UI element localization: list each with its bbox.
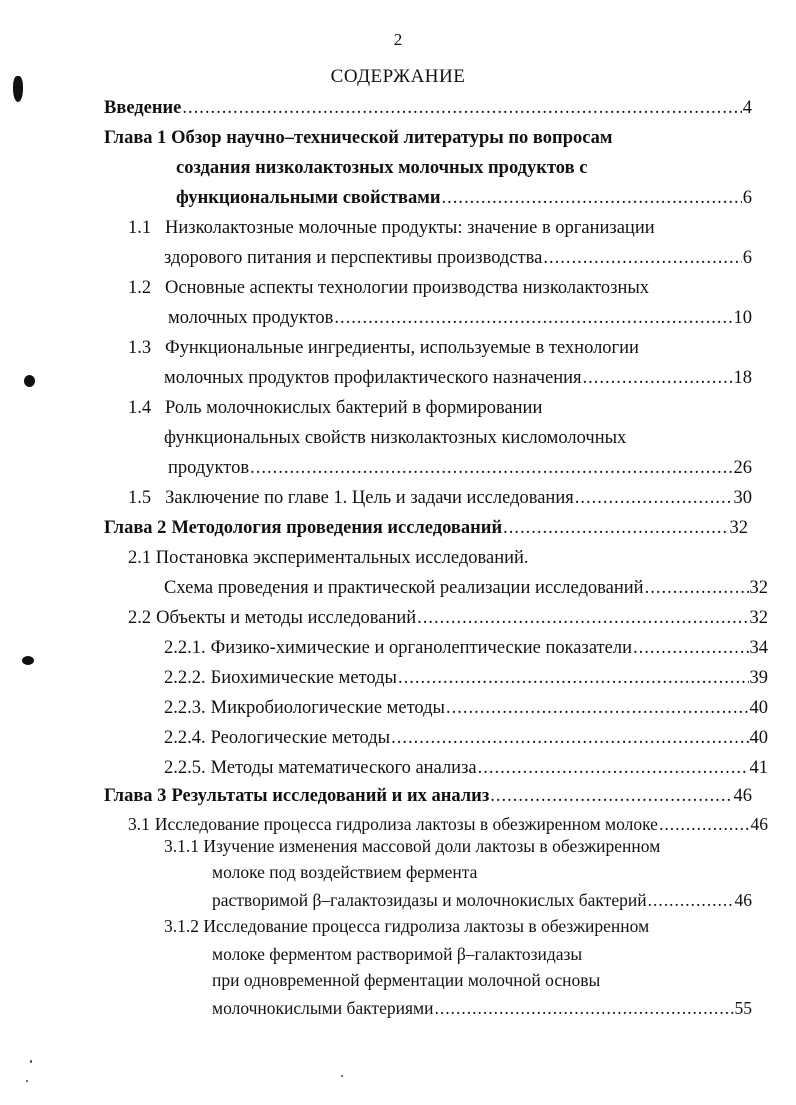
toc-title: СОДЕРЖАНИЕ [330, 66, 466, 87]
dot-leader [391, 724, 748, 752]
toc-section-2-1-line-2 [164, 574, 768, 602]
binding-hole-mark [22, 656, 34, 665]
toc-section-1-5 [128, 484, 752, 512]
toc-chapter-number: Глава 2 [104, 518, 167, 538]
scan-speck [341, 1075, 343, 1077]
dot-leader [503, 514, 728, 542]
toc-section-2-2 [128, 604, 768, 632]
toc-entry-text: Методология проведения исследований [171, 518, 503, 538]
toc-section-number: 2.2.3. [164, 698, 206, 718]
toc-section-number: 2.2.4. [164, 728, 206, 748]
toc-subsection-3-1-1-line-1 [164, 832, 764, 860]
toc-entry-page: 18 [733, 368, 752, 388]
toc-entry-text: продуктов [168, 458, 250, 478]
toc-section-1-2-line-2 [168, 304, 752, 332]
toc-entry-page: 34 [749, 638, 768, 658]
toc-entry-page: 39 [749, 668, 768, 688]
toc-entry-text: Микробиологические методы [210, 698, 445, 718]
toc-entry-page: 46 [750, 814, 768, 834]
toc-section-number: 1.5 [128, 488, 152, 508]
toc-entry-text: молочных продуктов [168, 308, 334, 328]
toc-section-1-3-line-2 [164, 364, 752, 392]
toc-section-2-1-line-1 [128, 544, 728, 572]
toc-entry-page: 26 [733, 458, 752, 478]
toc-entry-text: Исследование процесса гидролиза лактозы в обезжиренном [203, 916, 650, 936]
toc-section-number: 3.1 [128, 814, 150, 834]
toc-entry-page: 4 [742, 98, 752, 118]
toc-section-1-4-line-1 [128, 394, 728, 422]
toc-section-number: 3.1.1 [164, 836, 199, 856]
toc-subsection-3-1-1-line-3 [212, 886, 752, 914]
toc-entry-text: Изучение изменения массовой доли лактозы в обезжиренном [203, 836, 661, 856]
dot-leader [543, 244, 741, 272]
toc-subsection-2-2-4 [164, 724, 768, 752]
toc-entry-text: Постановка экспериментальных исследований. [155, 548, 529, 568]
toc-section-number: 3.1.2 [164, 916, 199, 936]
toc-entry-page: 32 [749, 608, 768, 628]
dot-leader [398, 664, 749, 692]
dot-leader [575, 484, 733, 512]
toc-section-1-4-line-3 [168, 454, 752, 482]
toc-subsection-2-2-3 [164, 694, 768, 722]
toc-chapter-2 [104, 514, 748, 542]
toc-entry-text: Схема проведения и практической реализации исследований [164, 578, 644, 598]
toc-section-1-1-line-2 [164, 244, 752, 272]
dot-leader [583, 364, 733, 392]
dot-leader [417, 604, 748, 632]
toc-section-number: 2.2 [128, 608, 152, 628]
toc-subsection-3-1-2-line-3: при одновременной ферментации молочной основы [212, 970, 601, 990]
dot-leader [478, 754, 749, 782]
toc-section-1-4-line-2: функциональных свойств низколактозных кисломолочных [164, 428, 627, 448]
toc-subsection-2-2-2 [164, 664, 768, 692]
toc-entry-page: 40 [749, 698, 768, 718]
toc-chapter-1-line-1 [104, 124, 724, 152]
toc-entry-page: 6 [742, 248, 752, 268]
toc-section-number: 2.2.1. [164, 638, 206, 658]
toc-entry-page: 46 [734, 890, 752, 910]
toc-section-number: 1.2 [128, 278, 152, 298]
toc-subsection-3-1-2-line-2: молоке ферментом растворимой β–галактозидазы [212, 944, 583, 964]
toc-entry-text: Обзор научно–технической литературы по вопросам [171, 128, 613, 148]
dot-leader [334, 304, 732, 332]
toc-section-number: 1.4 [128, 398, 152, 418]
toc-entry-text: Биохимические методы [210, 668, 397, 688]
toc-entry-text: функциональными свойствами [176, 188, 441, 208]
dot-leader [490, 782, 732, 810]
toc-entry-text: молочнокислыми бактериями [212, 998, 434, 1018]
toc-entry-text: Основные аспекты технологии производства низколактозных [165, 278, 650, 298]
toc-chapter-3 [104, 782, 752, 810]
toc-section-number: 2.1 [128, 548, 152, 568]
toc-entry-text: здорового питания и перспективы производства [164, 248, 543, 268]
binding-hole-mark [24, 375, 35, 387]
toc-entry-page: 41 [749, 758, 768, 778]
toc-subsection-2-2-5 [164, 754, 768, 782]
toc-section-number: 1.3 [128, 338, 152, 358]
dot-leader [446, 694, 749, 722]
toc-entry-page: 10 [733, 308, 752, 328]
toc-entry-introduction [104, 94, 752, 122]
toc-chapter-number: Глава 3 [104, 786, 167, 806]
toc-entry-text: Функциональные ингредиенты, используемые в технологии [165, 338, 639, 358]
toc-entry-page: 32 [749, 578, 768, 598]
toc-entry-text: Физико-химические и органолептические показатели [210, 638, 632, 658]
toc-chapter-number: Глава 1 [104, 128, 167, 148]
dot-leader [250, 454, 732, 482]
dot-leader [182, 94, 741, 122]
toc-subsection-2-2-1 [164, 634, 768, 662]
dot-leader [434, 994, 733, 1022]
toc-section-number: 1.1 [128, 218, 152, 238]
dot-leader [441, 184, 741, 212]
dot-leader [645, 574, 749, 602]
toc-chapter-1-line-3 [176, 184, 752, 212]
toc-section-1-1-line-1 [128, 214, 728, 242]
toc-entry-text: Методы математического анализа [210, 758, 477, 778]
toc-chapter-1-line-2: создания низколактозных молочных продуктов с [176, 158, 588, 178]
toc-subsection-3-1-2-line-1 [164, 912, 764, 940]
toc-entry-page: 32 [729, 518, 748, 538]
page-number: 2 [393, 30, 403, 49]
toc-section-1-3-line-1 [128, 334, 728, 362]
toc-entry-text: молочных продуктов профилактического назначения [164, 368, 582, 388]
toc-subsection-3-1-1-line-2: молоке под воздействием фермента [212, 862, 478, 882]
toc-entry-page: 55 [734, 998, 752, 1018]
toc-entry-text: Исследование процесса гидролиза лактозы в обезжиренном молоке [154, 814, 658, 834]
toc-entry-text: Заключение по главе 1. Цель и задачи исследования [165, 488, 574, 508]
scan-speck [26, 1080, 28, 1082]
dot-leader [648, 886, 734, 914]
toc-entry-text: Низколактозные молочные продукты: значение в организации [165, 218, 655, 238]
toc-section-number: 2.2.5. [164, 758, 206, 778]
toc-entry-text: Введение [104, 98, 182, 118]
toc-section-1-2-line-1 [128, 274, 728, 302]
toc-entry-text: растворимой β–галактозидазы и молочнокислых бактерий [212, 890, 647, 910]
toc-entry-page: 30 [733, 488, 752, 508]
dot-leader [633, 634, 749, 662]
binding-hole-mark [13, 76, 23, 102]
scan-speck [30, 1060, 32, 1063]
toc-entry-text: Объекты и методы исследований [156, 608, 417, 628]
toc-entry-text: Роль молочнокислых бактерий в формировании [165, 398, 543, 418]
toc-entry-page: 40 [749, 728, 768, 748]
toc-section-number: 2.2.2. [164, 668, 206, 688]
toc-entry-text: Результаты исследований и их анализ [171, 786, 490, 806]
toc-subsection-3-1-2-line-4 [212, 994, 752, 1022]
toc-entry-page: 46 [733, 786, 752, 806]
toc-entry-text: Реологические методы [210, 728, 391, 748]
toc-entry-page: 6 [742, 188, 752, 208]
